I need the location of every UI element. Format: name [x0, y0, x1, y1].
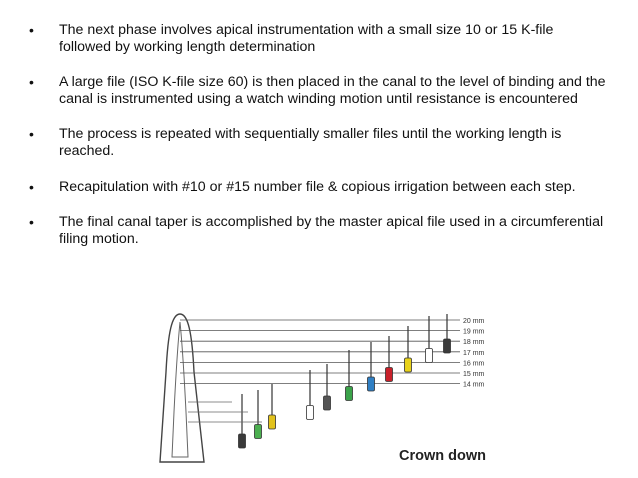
- file-handle: [444, 339, 451, 353]
- tooth-outline: [160, 314, 204, 462]
- file-handle: [324, 396, 331, 410]
- file-series: [188, 314, 451, 448]
- file-handle: [239, 434, 246, 448]
- bullet-marker: •: [29, 126, 34, 143]
- bullet-text: The process is repeated with sequentially smaller files until the working length is reached.: [59, 126, 562, 159]
- bullet-list: [28, 22, 608, 266]
- bullet-text: A large file (ISO K-file size 60) is then placed in the canal to the level of binding and the canal is instrumented using a watch winding motion until resistance is encountered: [59, 74, 606, 107]
- bullet-text: Recapitulation with #10 or #15 number file & copious irrigation between each step.: [59, 178, 576, 195]
- canal-outline: [172, 322, 188, 457]
- file-handle: [307, 406, 314, 420]
- bullet-item: [28, 179, 608, 196]
- length-label: 16 mm: [463, 360, 485, 368]
- file-handle: [346, 387, 353, 401]
- length-label: 15 mm: [463, 371, 485, 378]
- bullet-text: The next phase involves apical instrumentation with a small size 10 or 15 K-file followed by working length determination: [59, 22, 554, 55]
- length-label: 17 mm: [463, 349, 485, 357]
- file-handle: [368, 377, 375, 391]
- file-handle: [269, 415, 276, 429]
- bullet-text: The final canal taper is accomplished by the master apical file used in a circumferential filing motion.: [59, 214, 604, 247]
- length-label: 14 mm: [463, 381, 485, 389]
- length-label: 20 mm: [463, 318, 485, 325]
- length-labels: [463, 318, 485, 389]
- file-handle: [405, 358, 412, 372]
- reference-lines: [180, 320, 460, 384]
- length-label: 18 mm: [463, 339, 485, 347]
- bullet-marker: •: [29, 178, 34, 195]
- bullet-marker: •: [29, 74, 34, 91]
- figure-caption: Crown down: [399, 448, 486, 464]
- file-handle: [386, 368, 393, 382]
- file-handle: [255, 425, 262, 439]
- bullet-item: [28, 74, 608, 107]
- bullet-marker: •: [29, 214, 34, 231]
- bullet-item: [28, 126, 608, 159]
- length-label: 19 mm: [463, 328, 485, 336]
- bullet-marker: •: [29, 22, 34, 38]
- file-handle: [426, 349, 433, 363]
- bullet-item: [28, 22, 608, 55]
- bullet-item: [28, 214, 608, 247]
